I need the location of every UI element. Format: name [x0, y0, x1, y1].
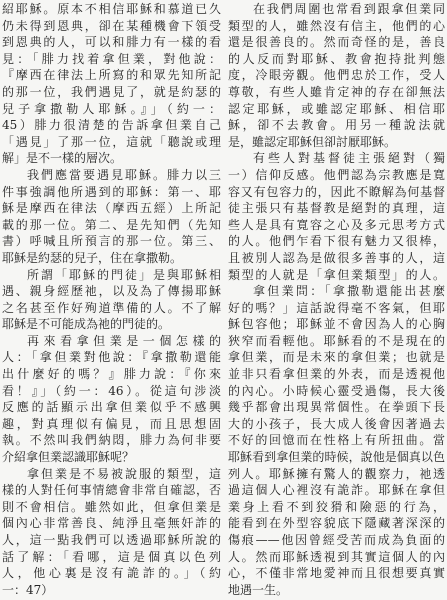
text-line: 『摩西在律法上所寫的和眾先知所記 [2, 68, 221, 83]
text-line: 業身上看不到狡猾和險惡的行為， [228, 499, 445, 514]
paragraph-start-line: 再來看拿但業是一個怎樣的 [27, 333, 221, 348]
paragraph-start-line: 拿但業問：「拿撒勒還能出甚麼 [253, 284, 445, 299]
text-line: 的那一位，我們遇見了，就是約瑟的 [2, 84, 221, 99]
text-line: 好的嗎？」這話說得毫不客氣，但耶 [228, 300, 445, 315]
text-line: 些人是具有寬容之心及多元思考方式 [228, 217, 445, 232]
text-line: 書）呼喊且所預言的那一位。第三、 [2, 234, 221, 249]
text-line: 45）腓力很清楚的告訴拿但業自己 [2, 118, 221, 133]
text-line: 人，這一點我們可以透過耶穌所說的 [2, 533, 221, 547]
text-line: 的內心。小時候心靈受過傷，長大後 [228, 383, 445, 398]
text-line: 執。不然叫我們納悶，腓力為何非要 [2, 433, 221, 448]
text-line: 的人反而對耶穌、教會抱持批判態 [228, 51, 445, 66]
text-line: 耶穌是約瑟的兒子，住在拿撒勒。 [2, 250, 183, 265]
text-line: 拿但業，而是未來的拿但業；也就是 [228, 350, 445, 365]
text-line: 「遇見」了那一位，這就「聽說或理 [2, 134, 221, 149]
text-line: 度，冷眼旁觀。他們忠於工作，受人 [228, 68, 445, 83]
text-line: 個內心非常善良、純淨且毫無奸詐的 [2, 516, 221, 531]
text-line: 耶穌是不可能成為祂的門徒的。 [2, 317, 171, 332]
text-line: 見：「腓力找着拿但業，對他說： [2, 51, 221, 66]
text-line: 還是很善良的。然而奇怪的是，善良 [228, 35, 445, 50]
text-line: 地遇一生。 [228, 582, 289, 597]
paragraph-start-line: 有些人對基督徒主張絕對（獨 [253, 151, 445, 166]
text-line: 且被別人認為是做很多善事的人，這 [228, 250, 445, 265]
paragraph-start-line: 我們應當要遇見耶穌。腓力以三 [27, 167, 221, 182]
text-line: 介紹拿但業認識耶穌呢？ [2, 450, 135, 465]
text-line: 心，不僅非常地愛神而且很想要真實 [228, 566, 445, 581]
text-line: 人：「拿但業對他說：『拿撒勒還能 [2, 350, 221, 365]
text-line: 穌，卻不去教會。用另一種說法就 [228, 118, 445, 133]
text-line: 遇、親身經歷祂，以及為了傳揚耶穌 [2, 284, 221, 299]
text-line: 看！』」（約一：46）。從這句涉淡 [2, 383, 221, 398]
text-line: 徒主張只有基督教是絕對的真理，這 [228, 201, 445, 216]
text-line: 樣的人對任何事情總會非常自確認，否 [2, 483, 221, 498]
paragraph-start-line: 在我們周圍也常看到跟拿但業同 [253, 2, 445, 16]
text-line: 類型的人就是「拿但業類型」的人。 [228, 267, 445, 282]
text-line: 尊敬，有些人雖肯定神的存在卻無法 [228, 84, 445, 99]
text-line: 兒子拿撒勒人耶穌。』」（約一： [2, 101, 221, 116]
text-line: 解」是不一樣的層次。 [2, 151, 123, 166]
text-line: 反應的話顯示出拿但業似乎不感興 [2, 400, 221, 415]
text-line: 狹窄而看輕他。耶穌看的不是現在的 [228, 333, 445, 348]
text-line: 穌包容他；耶穌並不會因為人的心胸 [228, 317, 445, 332]
paragraph-start-line: 拿但業是不易被說服的類型，這 [27, 466, 221, 481]
text-line: 容又有包容力的，因此不瞭解為何基督 [228, 184, 445, 199]
text-line: 一）信仰反感。他們認為宗教應是寬 [228, 167, 445, 182]
text-line: 件事強調他所遇到的耶穌：第一、耶 [2, 184, 221, 199]
text-line: 能看到在外型容貌底下隱藏著深深的 [228, 516, 445, 531]
right-column [228, 1, 445, 598]
text-line: 過這個人心裡沒有詭詐。耶穌在拿但 [228, 483, 445, 498]
text-line: 類型的人，雖然沒有信主，他們的心 [228, 18, 445, 33]
text-line: 載的那一位。第二、是先知們（先知 [2, 217, 221, 232]
text-line: 紹耶穌。原本不相信耶穌和慕道已久 [2, 2, 221, 16]
text-line: 穌是摩西在律法（摩西五經）上所記 [2, 201, 221, 216]
text-line: 傷痕——他因曾經受苦而成為負面的 [228, 533, 445, 547]
text-line: 幾乎都會出現異常個性。在拳頭下長 [228, 400, 445, 415]
text-line: 認定耶穌，或雖認定耶穌、相信耶 [228, 101, 445, 116]
text-line: 耶穌看到拿但業的時候，說他是個真以色 [228, 450, 445, 465]
text-line: 之名甚至作好殉道準備的人。不了解 [2, 300, 221, 315]
text-line: 人，他心裏是沒有詭詐的。」（約 [2, 566, 221, 581]
text-line: 是，雖認定耶穌但卻討厭耶穌。 [228, 134, 397, 149]
text-line: 話了解：「看哪，這是個真以色列 [2, 549, 221, 564]
text-line: 人。然而耶穌透視到其實這個人的內 [228, 549, 445, 564]
text-line: 趣，對真理似有偏見，而且思想固 [2, 416, 221, 431]
text-line: 大的小孩子，長大成人後會因著過去 [228, 416, 445, 431]
left-column [2, 1, 221, 598]
text-line: 到恩典的人，可以和腓力有一樣的看 [2, 35, 221, 50]
paragraph-start-line: 所謂「耶穌的門徒」是與耶穌相 [27, 267, 221, 282]
text-line: 出什麼好的嗎？』腓力說：『你來 [2, 367, 221, 382]
text-line: 不好的回憶而在性格上有所扭曲。當 [228, 433, 445, 448]
text-line: 仍未得到恩典，卻在某種機會下領受 [2, 18, 221, 33]
text-line: 並非只看拿但業的外表，而是透視他 [228, 367, 445, 382]
text-line: 的人。他們乍看下很有魅力又很棒， [228, 234, 445, 249]
text-line: 列人。耶穌擁有驚人的觀察力，祂透 [228, 466, 445, 481]
text-line: 一：47） [2, 582, 54, 597]
text-line: 則不會相信。雖然如此，但拿但業是 [2, 499, 221, 514]
